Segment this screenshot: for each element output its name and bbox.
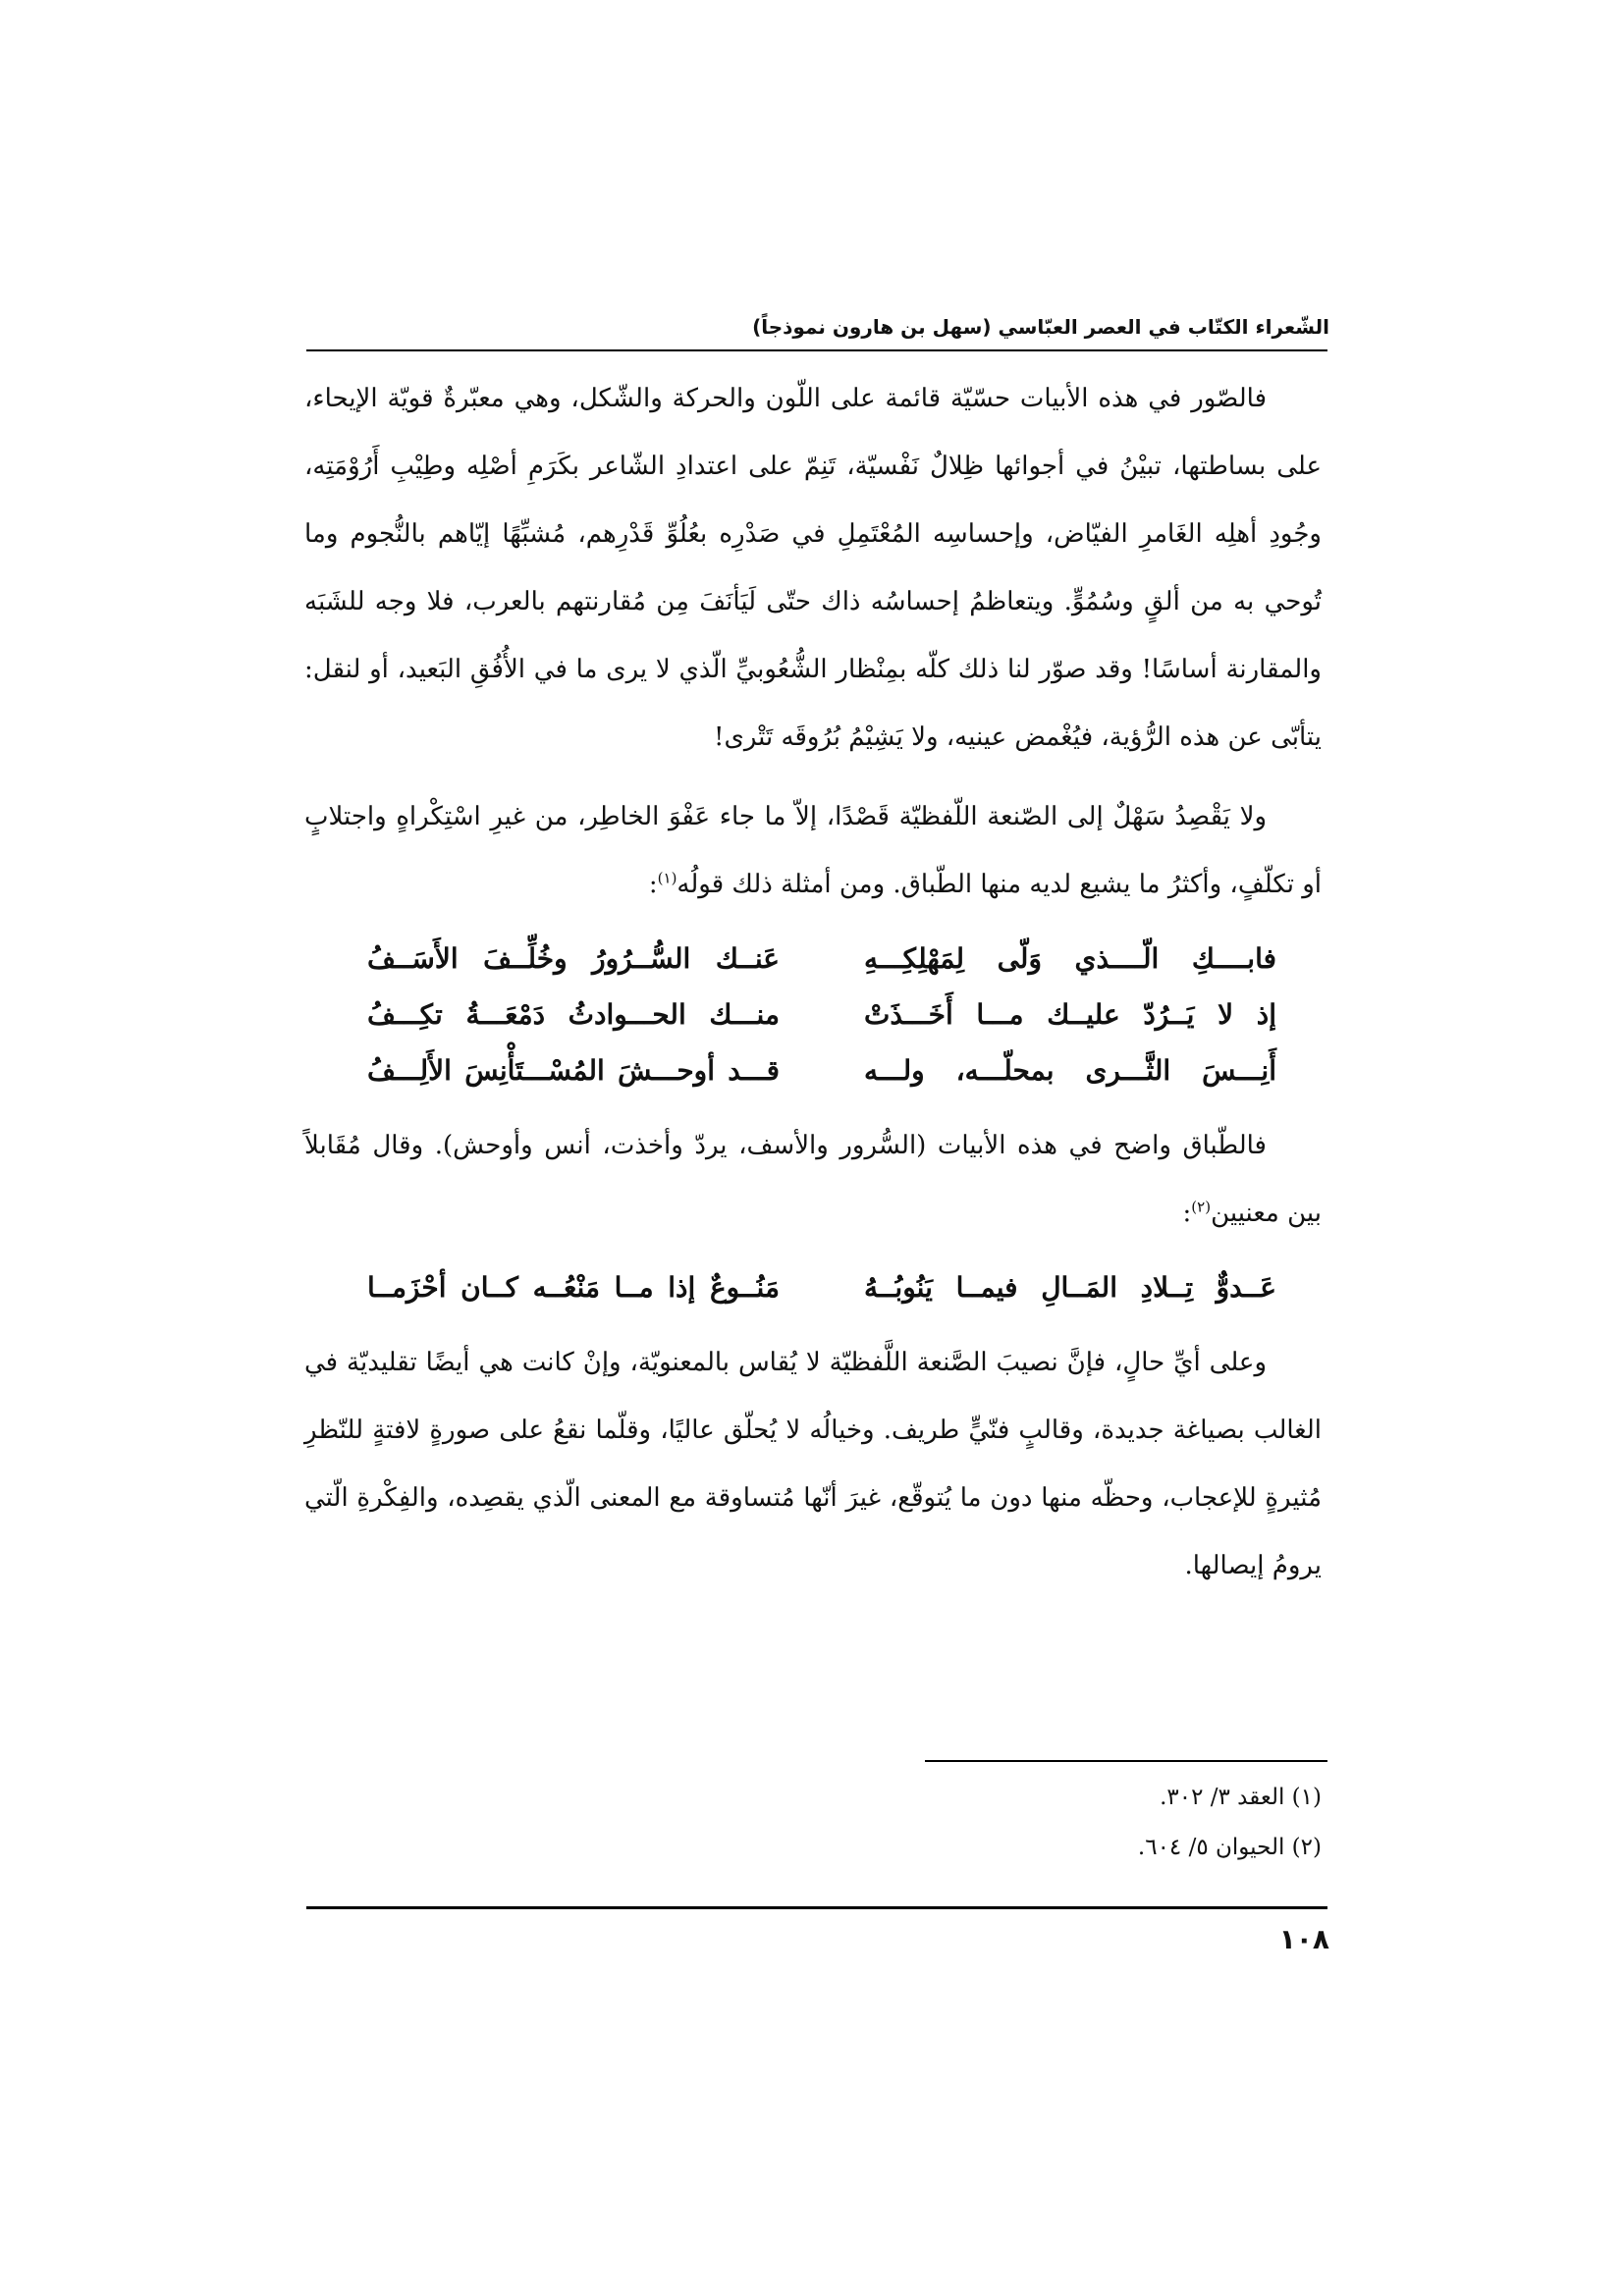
paragraph-1: فالصّور في هذه الأبيات حسّيّة قائمة على اللّون والحركة والشّكل، وهي معبّرةٌ قويّة الإيحاء، على بساطتها، تبيْنُ في أجوائها ظِلالٌ نَفْسيّة، تَنِمّ على اعتدادِ الشّاعر بكَرَمِ أصْلِه وطِيْبِ أَرُوْمَتِه، وجُودِ أهلِه الغَامرِ الفيّاض، وإحساسِه المُعْتَمِلِ في صَدْرِه بعُلُوِّ قَدْرِهم، مُشبِّهًا إيّاهم بالنُّجوم وما تُوحي به من ألقٍ وسُمُوٍّ. ويتعاظمُ إحساسُه ذاك حتّى لَيَأنَفَ مِن مُقارنتهم بالعرب، فلا وجه للشَبَه والمقارنة أساسًا! وقد صوّر لنا ذلك كلّه بمِنْظار الشُّعُوبيِّ الّذي لا يرى ما في الأُفُقِ البَعيد، أو لنقل: يتأبّى عن هذه الرُّؤية، فيُغْمض عينيه، ولا يَشِيْمُ بُرُوقَه تَتْرى! bbox=[304, 384, 1322, 752]
footnote-ref-1: (١) bbox=[657, 869, 677, 887]
verse-first-hemistich: أَنِـــسَ الثَّـــرى بمحلّـــه، ولـــه bbox=[864, 1054, 1276, 1087]
footnotes bbox=[304, 1773, 1322, 1873]
verse-first-hemistich: عَــدوٌّ تِــلادِ المَــالِ فيمــا يَنُوبُــهُ bbox=[864, 1271, 1276, 1304]
verse-line bbox=[304, 987, 1322, 1042]
colon: : bbox=[648, 870, 658, 899]
verse-line bbox=[304, 931, 1322, 987]
footnote-1: (١) العقد ٣/ ٣٠٢. bbox=[1160, 1785, 1322, 1810]
verse-line bbox=[304, 1259, 1322, 1315]
verse-second-hemistich: عَنــك السُّــرُورُ وخُلِّــفَ الأَسَــفُ bbox=[367, 942, 780, 975]
running-head: الشّعراء الكتّاب في العصر العبّاسي (سهل بن هارون نموذجاً) bbox=[752, 315, 1329, 339]
footnote-divider bbox=[925, 1760, 1327, 1762]
main-text bbox=[304, 365, 1322, 1600]
paragraph-3 bbox=[304, 1112, 1322, 1248]
paragraph-2 bbox=[304, 783, 1322, 919]
verse-first-hemistich: فابــــكِ الّــــذي وَلّى لِمَهْلِكِـــهِ bbox=[864, 942, 1276, 975]
paragraph-3-text: فالطّباق واضح في هذه الأبيات (السُّرور والأسف، يردّ وأخذت، أنس وأوحش). وقال مُقَابلاً بين معنيين bbox=[304, 1131, 1322, 1228]
verse-first-hemistich: إذ لا يَــرُدّ عليــك مـــا أَخَـــذَتْ bbox=[864, 998, 1276, 1031]
colon: : bbox=[1182, 1199, 1192, 1228]
footnote-2: (٢) الحيوان ٥/ ٦٠٤. bbox=[1137, 1835, 1322, 1860]
verse-line bbox=[304, 1042, 1322, 1098]
footer-divider bbox=[306, 1906, 1327, 1909]
verse-second-hemistich: منـــك الحـــوادثُ دَمْعَـــةُ تكِـــفُ bbox=[367, 998, 780, 1031]
verse-second-hemistich: قـــد أوحـــشَ المُسْـــتَأْنِسَ الأَلِـــفُ bbox=[367, 1054, 780, 1087]
paragraph-2-text: ولا يَقْصِدُ سَهْلٌ إلى الصّنعة اللّفظيّة قَصْدًا، إلاّ ما جاء عَفْوَ الخاطِر، من غيرِ اسْتِكْراهٍ واجتلابٍ أو تكلّفٍ، وأكثرُ ما يشيع لديه منها الطّباق. ومن أمثلة ذلك قولُه bbox=[304, 802, 1322, 899]
page-number: ١٠٨ bbox=[1278, 1923, 1329, 1955]
footnote-ref-2: (٢) bbox=[1191, 1198, 1212, 1216]
paragraph-4: وعلى أيِّ حالٍ، فإنَّ نصيبَ الصَّنعة اللَّفظيّة لا يُقاس بالمعنويّة، وإنْ كانت هي أيضًا تقليديّة في الغالب بصياغة جديدة، وقالبٍ فنّيٍّ طريف. وخيالُه لا يُحلّق عاليًا، وقلّما نقعُ على صورةٍ لافتةٍ للنّظرِ مُثيرةٍ للإعجاب، وحظّه منها دون ما يُتوقّع، غيرَ أنّها مُتساوقة مع المعنى الّذي يقصِده، والفِكْرةِ الّتي يرومُ إيصالها. bbox=[304, 1348, 1322, 1580]
header-divider bbox=[306, 349, 1327, 351]
verse-second-hemistich: مَنُــوعٌ إذا مــا مَنْعُــه كــان أحْزَمــا bbox=[367, 1271, 780, 1304]
